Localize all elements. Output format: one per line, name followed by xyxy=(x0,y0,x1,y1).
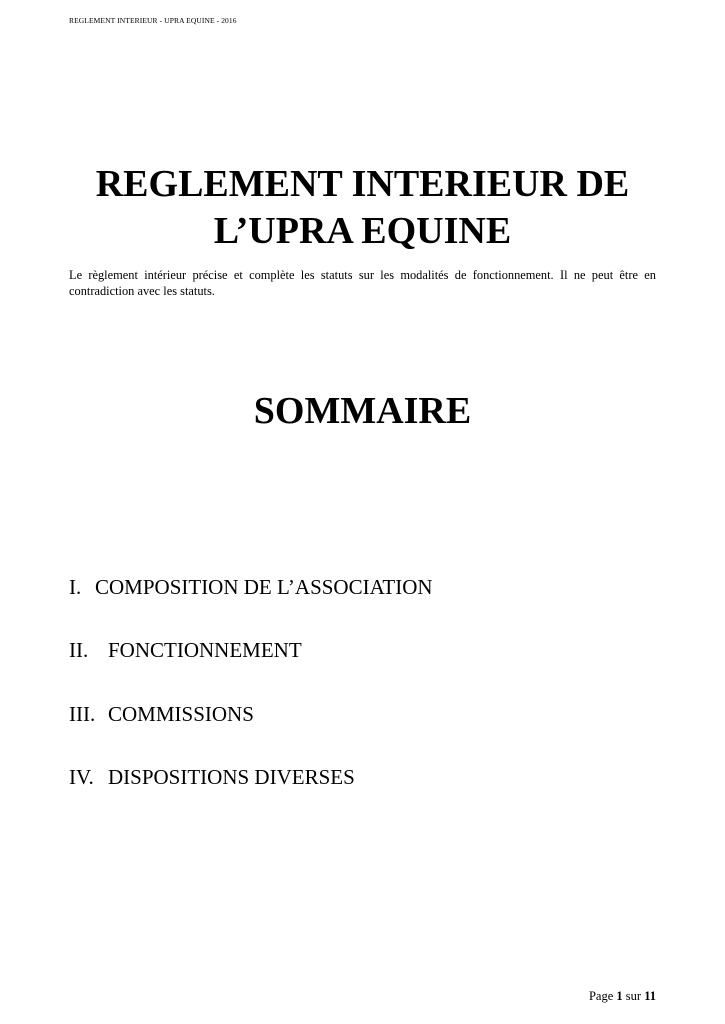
toc-item-number: II. xyxy=(69,638,89,662)
toc-item-label: DISPOSITIONS DIVERSES xyxy=(108,765,355,789)
toc-item-commissions xyxy=(69,700,254,728)
toc-item-composition xyxy=(69,573,433,601)
toc-item-label: FONCTIONNEMENT xyxy=(108,638,302,662)
summary-heading: SOMMAIRE xyxy=(253,390,472,432)
document-title-line-1: REGLEMENT INTERIEUR DE xyxy=(95,163,630,205)
toc-item-label: COMMISSIONS xyxy=(108,702,254,726)
page-separator: sur xyxy=(625,989,642,1003)
total-pages-number: 11 xyxy=(644,989,656,1003)
toc-item-dispositions xyxy=(69,763,355,791)
toc-item-fonctionnement xyxy=(69,636,302,664)
document-title-line-2: L’UPRA EQUINE xyxy=(213,210,512,252)
toc-item-number: IV. xyxy=(69,765,94,789)
intro-paragraph: Le règlement intérieur précise et complète les statuts sur les modalités de fonctionnement. Il ne peut être en contradiction avec les statuts. xyxy=(69,268,656,298)
page-label: Page xyxy=(588,989,614,1003)
document-title xyxy=(0,161,725,255)
page-number-footer xyxy=(589,989,656,1004)
current-page-number: 1 xyxy=(616,989,623,1003)
running-header: REGLEMENT INTERIEUR - UPRA EQUINE - 2016 xyxy=(69,16,237,25)
toc-item-label: COMPOSITION DE L’ASSOCIATION xyxy=(95,575,433,599)
toc-item-number: III. xyxy=(69,702,96,726)
toc-item-number: I. xyxy=(69,575,82,599)
